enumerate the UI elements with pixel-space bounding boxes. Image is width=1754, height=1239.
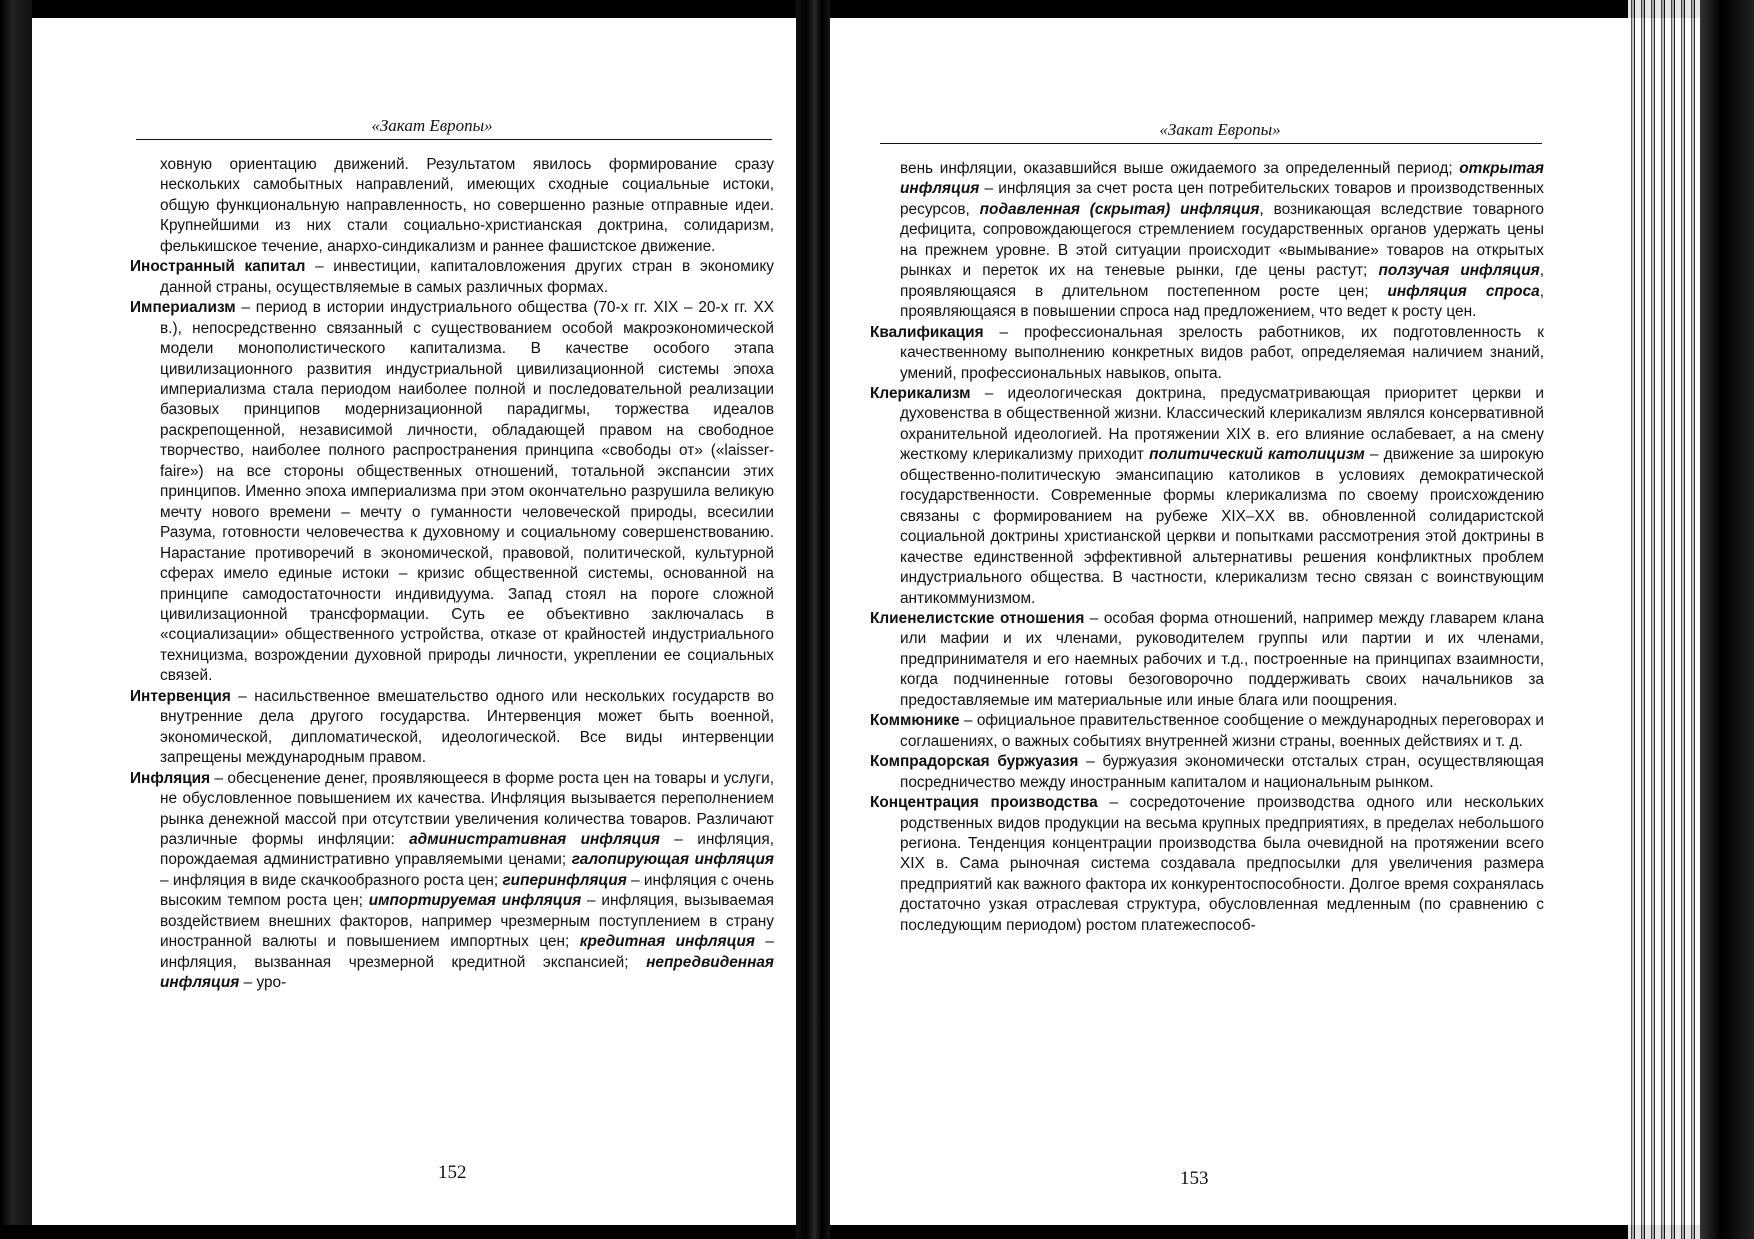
subterm: галопирующая инфляция	[571, 851, 774, 869]
entry-definition: – профессиональная зрелость работников, их подготовленность к качественному выполнению конкретных видов работ, определяемая наличием знаний, умений, профессиональных навыков, опыта.	[900, 323, 1544, 382]
scan-border-right	[1700, 0, 1754, 1239]
entry-term: Империализм	[130, 299, 236, 317]
entry-definition: , проявляющаяся в длительном постепенном росте цен;	[900, 262, 1544, 300]
inflation-continuation	[870, 159, 1544, 323]
entry-foreign-capital	[130, 257, 774, 298]
entry-term: Иностранный капитал	[130, 258, 306, 276]
entry-term: Клерикализм	[870, 384, 971, 402]
entry-definition: – инвестиции, капиталовложения других стран в экономику данной страны, осуществляемые в самых различных формах.	[160, 258, 774, 296]
entry-clientelism	[870, 609, 1544, 711]
scan-border-top	[0, 0, 1754, 18]
entry-definition: – идеологическая доктрина, предусматривающая приоритет церкви и духовенства в общественной жизни. Классический клерикализм являлся консервативной охранительной идеологией. На протяжении XIX в. его влияние ослабевает, а на смену жесткому клерикализму приходит	[900, 384, 1544, 464]
entry-definition: вень инфляции, оказавшийся выше ожидаемого за определенный период;	[900, 160, 1460, 177]
entry-term: Коммюнике	[870, 712, 960, 730]
entry-definition: , проявляющаяся в повышении спроса над предложением, что ведет к росту цен.	[900, 282, 1544, 321]
entry-definition: – обесценение денег, проявляющееся в форме роста цен на товары и услуги, не обусловленное повышением их качества. Инфляция вызывается переполнением рынка денежной массой при отсутствии увеличения количества товаров. Различают различные формы инфляции:	[160, 769, 774, 848]
scan-border-bottom	[0, 1225, 1754, 1239]
entry-definition: , возникающая вследствие товарного дефицита, сопровождающегося стремлением государственных органов удержать цены на прежнем уровне. В этой ситуации происходит «вымывание» товаров на открытых рынках и переток их на теневые рынки, где цены растут;	[900, 200, 1544, 280]
entry-definition: – инфляция, порождаемая административно управляемыми ценами;	[160, 830, 774, 869]
right-body	[870, 159, 1544, 936]
entry-intervention	[130, 687, 774, 769]
entry-definition: – инфляция, вызываемая воздействием внешних факторов, например чрезмерным поступлением в страну иностранной валюты и повышением импортных цен;	[160, 892, 774, 951]
entry-production-concentration	[870, 793, 1544, 936]
subterm: подавленная (скрытая) инфляция	[979, 200, 1260, 218]
entry-inflation	[130, 769, 774, 994]
entry-definition: – уро-	[239, 974, 287, 992]
entry-definition: – насильственное вмешательство одного или нескольких государств во внутренние дела другого государства. Интервенция может быть военной, экономической, дипломатической, идеологической. Все виды интервенции запрещены международным правом.	[160, 687, 774, 767]
entry-definition: – инфляция с очень высоким темпом роста цен;	[160, 871, 774, 910]
entry-definition: – инфляция, вызванная чрезмерной кредитной экспансией;	[160, 933, 774, 971]
left-body	[130, 155, 774, 994]
entry-comprador-bourgeoisie	[870, 752, 1544, 793]
subterm: импортируемая инфляция	[368, 892, 582, 910]
subterm: политический католицизм	[1149, 446, 1365, 464]
entry-clericalism	[870, 384, 1544, 609]
entry-definition: – инфляция в виде скачкообразного роста цен;	[160, 871, 503, 889]
entry-definition: – сосредоточение производства одного или нескольких родственных видов продукции на весьма крупных предприятиях, в пределах небольшого региона. Тенденция концентрации производства была очевидной на протяжении всего XIX в. Сама рыночная система создавала предпосылки для увеличения размера предприятий как важного фактора их конкурентоспособности. Долгое время сохранялась достаточно узкая отраслевая структура, обусловленная медленным (по сравнению с последующим периодом) ростом платежеспособ-	[900, 794, 1545, 934]
entry-definition: – движение за широкую общественно-политическую эмансипацию католиков в условиях демократической государственности. Современные формы клерикализма по своему происхождению связаны с формированием на рубеже XIX–XX вв. обновленной солидаристской социальной доктрины христианской церкви и попытками рассмотрения этой доктрины в качестве единственной эффективной альтернативы решения конфликтных проблем индустриального общества. В частности, клерикализм тесно связан с воинствующим антикоммунизмом.	[900, 446, 1544, 607]
paragraph-continuation: ховную ориентацию движений. Результатом явилось формирование сразу нескольких самобытных направлений, имеющих сходные социальные истоки, общую функциональную направленность, но совершенно разные отправные идеи. Крупнейшими из них стали социально-христианская доктрина, солидаризм, фелькишское течение, анархо-синдикализм и раннее фашистское движение.	[160, 156, 774, 255]
entry-definition: – период в истории индустриального общества (70-х гг. XIX – 20-х гг. XX в.), непосредственно связанный с существованием особой макроэкономической модели монополистического капитализма. В качестве особого этапа цивилизационного развития индустриальной цивилизационной системы эпоха империализма стала периодом наиболее полной и последовательной реализации базовых принципов модернизационной парадигмы, торжества идеалов раскрепощенной, независимой личности, обладающей правом на свободное творчество, наиболее полного распространения принципа «свободы от» («laisser-faire») на все стороны общественных отношений, тотальной экспансии этих принципов. Именно эпоха империализма при этом окончательно разрушила великую мечту нового времени – мечту о гуманности человеческой природы, всесилии Разума, готовности человечества к духовному и социальному совершенствованию. Нарастание противоречий в экономической, правовой, политической, культурной сферах имело единые истоки – кризис общественной системы, основанной на принципе самодостаточности индивидуума. Запад стоял на пороге сложной цивилизационной трансформации. Суть ее объективно заключалась в «социализации» общественного устройства, отказе от крайностей индустриального техницизма, возрождении духовной природы личности, укреплении ее социальных связей.	[160, 299, 774, 685]
entry-qualification	[870, 323, 1544, 384]
book-gutter	[796, 0, 830, 1239]
subterm: инфляция спроса	[1387, 282, 1540, 300]
entry-term: Компрадорская буржуазия	[870, 753, 1079, 771]
entry-term: Клиенелистские отношения	[870, 609, 1085, 627]
entry-definition: – особая форма отношений, например между главарем клана или мафии и их членами, руководителем группы или партии и их членами, предпринимателя и его наемных рабочих и т.д., построенные на принципах взаимности, когда подчиненные готовы безоговорочно поддерживать своих начальников за предоставляемые им материальные или иные блага или поощрения.	[900, 609, 1544, 709]
running-head-left: «Закат Европы»	[371, 116, 493, 135]
left-page	[32, 18, 796, 1225]
entry-definition: – официальное правительственное сообщение о международных переговорах и соглашениях, о важных событиях внутренней жизни страны, военных действиях и т. д.	[900, 712, 1544, 750]
subterm: непредвиденная инфляция	[160, 953, 774, 992]
subterm: гиперинфляция	[502, 871, 627, 889]
page-number-left: 152	[438, 1162, 467, 1183]
entry-term: Концентрация производства	[870, 794, 1098, 812]
subterm: кредитная инфляция	[579, 933, 755, 951]
subterm: открытая инфляция	[900, 160, 1544, 198]
header-rule-left	[136, 139, 772, 140]
entry-definition: – инфляция за счет роста цен потребительских товаров и производственных ресурсов,	[900, 180, 1544, 218]
header-rule-right	[880, 143, 1542, 144]
entry-communique	[870, 711, 1544, 752]
entry-term: Интервенция	[130, 687, 231, 705]
entry-imperialism	[130, 298, 774, 687]
entry-term: Инфляция	[130, 769, 211, 787]
entry-definition: – буржуазия экономически отсталых стран, осуществляющая посредничество между иностранным капиталом и национальным рынком.	[900, 753, 1544, 791]
right-page	[830, 18, 1628, 1225]
entry-term: Квалификация	[870, 323, 984, 341]
scan-border-left	[0, 0, 32, 1239]
subterm: административная инфляция	[409, 830, 660, 848]
running-head-right: «Закат Европы»	[1159, 120, 1281, 139]
page-number-right: 153	[1180, 1168, 1209, 1189]
subterm: ползучая инфляция	[1378, 262, 1540, 280]
